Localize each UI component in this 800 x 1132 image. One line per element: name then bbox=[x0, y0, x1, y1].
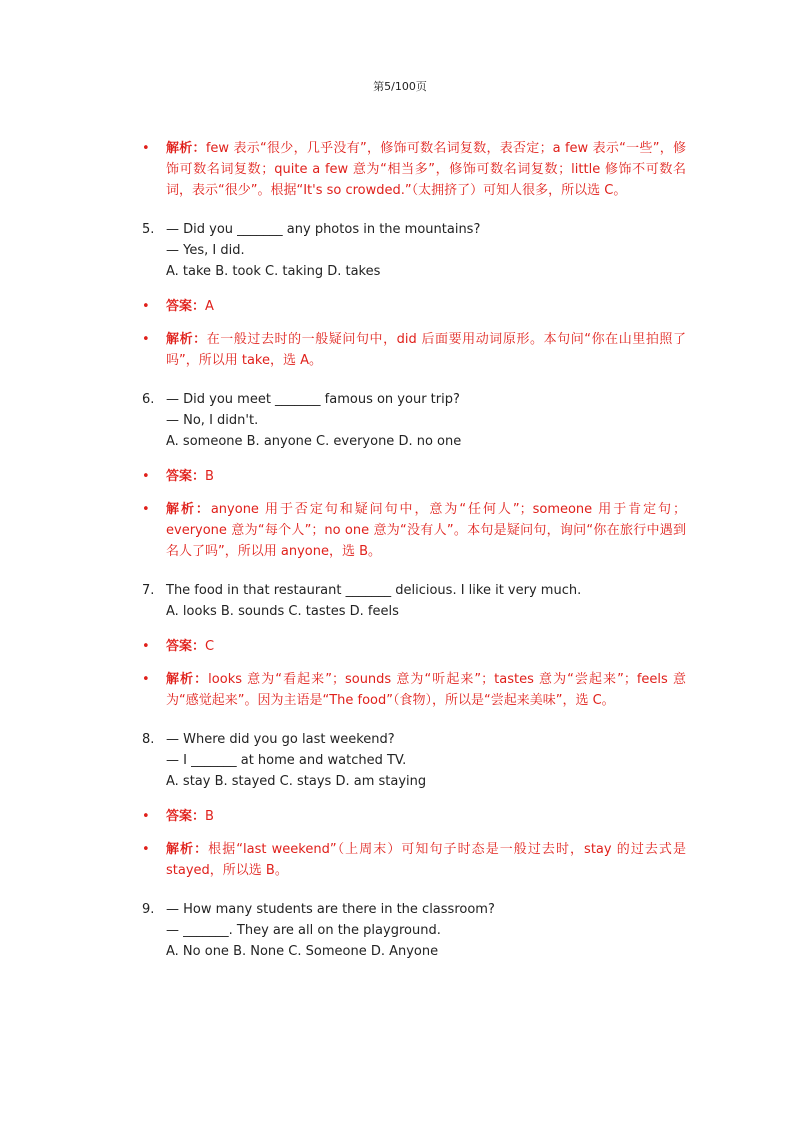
bullet-icon: • bbox=[142, 299, 150, 314]
answer-label: 答案： bbox=[166, 639, 206, 654]
analysis-label: 解析： bbox=[166, 332, 207, 347]
answer-label: 答案： bbox=[166, 299, 206, 314]
answer-text: B bbox=[205, 469, 214, 484]
question-line-2: — No, I didn't. bbox=[166, 413, 259, 428]
question-options: A. No one B. None C. Someone D. Anyone bbox=[166, 944, 439, 959]
question-number: 7. bbox=[142, 583, 155, 598]
question-line-1: — How many students are there in the classroom? bbox=[166, 902, 495, 917]
bullet-icon: • bbox=[142, 502, 150, 517]
question-line-2: — Yes, I did. bbox=[166, 243, 245, 258]
q6-analysis bbox=[142, 499, 686, 562]
bullet-icon: • bbox=[142, 469, 150, 484]
question-options: A. someone B. anyone C. everyone D. no one bbox=[166, 434, 462, 449]
question-number: 8. bbox=[142, 732, 155, 747]
q5-answer bbox=[142, 296, 686, 317]
question-number: 9. bbox=[142, 902, 155, 917]
analysis-text: 在一般过去时的一般疑问句中，did 后面要用动词原形。本句问“你在山里拍照了吗”，所以用 take，选 A。 bbox=[166, 332, 686, 368]
question-number: 5. bbox=[142, 222, 155, 237]
q8-answer bbox=[142, 806, 686, 827]
question-line-1: The food in that restaurant _______ delicious. I like it very much. bbox=[166, 583, 582, 598]
question-options: A. take B. took C. taking D. takes bbox=[166, 264, 381, 279]
q4-analysis bbox=[142, 138, 686, 201]
analysis-label: 解析： bbox=[166, 672, 209, 687]
bullet-icon: • bbox=[142, 141, 150, 156]
analysis-label: 解析： bbox=[166, 141, 206, 156]
q8-analysis bbox=[142, 839, 686, 881]
q6-answer bbox=[142, 466, 686, 487]
document-body bbox=[0, 138, 800, 962]
bullet-icon: • bbox=[142, 672, 150, 687]
analysis-text: 根据“last weekend”（上周末）可知句子时态是一般过去时，stay 的过去式是 stayed，所以选 B。 bbox=[166, 842, 686, 878]
bullet-icon: • bbox=[142, 639, 150, 654]
question-line-2: — _______. They are all on the playground. bbox=[166, 923, 441, 938]
analysis-text: few 表示“很少，几乎没有”，修饰可数名词复数，表否定；a few 表示“一些”，修饰可数名词复数；quite a few 意为“相当多”，修饰可数名词复数；little 修饰不可数名词，表示“很少”。根据“It's so crowded.”（太拥挤了）可知人很多，所以选 C。 bbox=[166, 141, 686, 198]
question-line-1: — Where did you go last weekend? bbox=[166, 732, 395, 747]
answer-text: C bbox=[205, 639, 215, 654]
analysis-label: 解析： bbox=[166, 502, 211, 517]
question-line-1: — Did you _______ any photos in the mountains? bbox=[166, 222, 481, 237]
question-line-1: — Did you meet _______ famous on your trip? bbox=[166, 392, 460, 407]
question-9 bbox=[142, 899, 686, 962]
question-5 bbox=[142, 219, 686, 282]
bullet-icon: • bbox=[142, 809, 150, 824]
q5-analysis bbox=[142, 329, 686, 371]
question-6 bbox=[142, 389, 686, 452]
question-options: A. stay B. stayed C. stays D. am staying bbox=[166, 774, 427, 789]
question-8 bbox=[142, 729, 686, 792]
bullet-icon: • bbox=[142, 332, 150, 347]
question-7 bbox=[142, 580, 686, 622]
q7-analysis bbox=[142, 669, 686, 711]
bullet-icon: • bbox=[142, 842, 150, 857]
q7-answer bbox=[142, 636, 686, 657]
question-options: A. looks B. sounds C. tastes D. feels bbox=[166, 604, 399, 619]
answer-label: 答案： bbox=[166, 469, 206, 484]
analysis-text: looks 意为“看起来”；sounds 意为“听起来”；tastes 意为“尝起来”；feels 意为“感觉起来”。因为主语是“The food”（食物），所以是“尝起来美味”，选 C。 bbox=[166, 672, 686, 708]
page-number-header: 第5/100页 bbox=[373, 80, 427, 93]
answer-text: A bbox=[205, 299, 214, 314]
answer-label: 答案： bbox=[166, 809, 206, 824]
analysis-label: 解析： bbox=[166, 842, 209, 857]
answer-text: B bbox=[205, 809, 214, 824]
question-number: 6. bbox=[142, 392, 155, 407]
question-line-2: — I _______ at home and watched TV. bbox=[166, 753, 407, 768]
analysis-text: anyone 用于否定句和疑问句中，意为“任何人”；someone 用于肯定句；everyone 意为“每个人”；no one 意为“没有人”。本句是疑问句，询问“你在旅行中遇到名人了吗”，所以用 anyone，选 B。 bbox=[166, 502, 686, 559]
